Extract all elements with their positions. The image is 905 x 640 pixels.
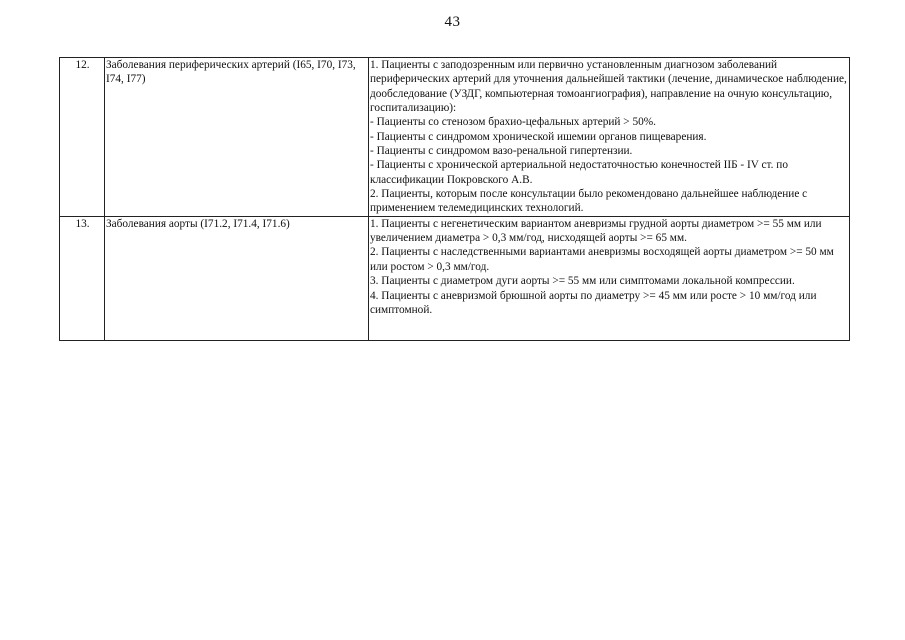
criteria-item: - Пациенты со стенозом брахио-цефальных артерий > 50%. bbox=[370, 116, 657, 129]
row-number-cell: 12. bbox=[60, 58, 105, 217]
row-number-cell: 13. bbox=[60, 216, 105, 340]
table-row bbox=[60, 216, 850, 340]
criteria-item: 3. Пациенты с диаметром дуги аорты >= 55 мм или симптомами локальной компрессии. bbox=[370, 275, 795, 288]
criteria-item: 2. Пациенты с наследственными вариантами аневризмы восходящей аорты диаметром >= 50 мм или ростом > 0,3 мм/год. bbox=[370, 246, 834, 273]
criteria-item: - Пациенты с синдромом хронической ишемии органов пищеварения. bbox=[370, 130, 707, 143]
table-row bbox=[60, 58, 850, 217]
disease-criteria-table bbox=[59, 57, 850, 341]
criteria-item: 2. Пациенты, которым после консультации было рекомендовано дальнейшее наблюдение с применением телемедицинских технологий. bbox=[370, 188, 808, 215]
criteria-item: 1. Пациенты с заподозренным или первично установленным диагнозом заболеваний периферических артерий для уточнения дальнейшей тактики (лечение, динамическое наблюдение, дообследование (УЗДГ, компьютерная томоангиография), направление на очную консультацию, госпитализацию): bbox=[370, 59, 847, 115]
criteria-cell bbox=[369, 58, 850, 217]
criteria-item: 4. Пациенты с аневризмой брюшной аорты по диаметру >= 45 мм или росте > 10 мм/год или симптомной. bbox=[370, 289, 817, 316]
criteria-item: - Пациенты с хронической артериальной недостаточностью конечностей IIБ - IV ст. по классификации Покровского А.В. bbox=[370, 159, 788, 186]
criteria-cell bbox=[369, 216, 850, 340]
criteria-item: - Пациенты с синдромом вазо-ренальной гипертензии. bbox=[370, 145, 633, 158]
disease-name-cell: Заболевания периферических артерий (I65, I70, I73, I74, I77) bbox=[105, 58, 369, 217]
criteria-item: 1. Пациенты с негенетическим вариантом аневризмы грудной аорты диаметром >= 55 мм или увеличением диаметра > 0,3 мм/год, нисходящей аорты >= 65 мм. bbox=[370, 217, 822, 245]
disease-name-cell: Заболевания аорты (I71.2, I71.4, I71.6) bbox=[105, 216, 369, 340]
page-number: 43 bbox=[444, 14, 461, 30]
